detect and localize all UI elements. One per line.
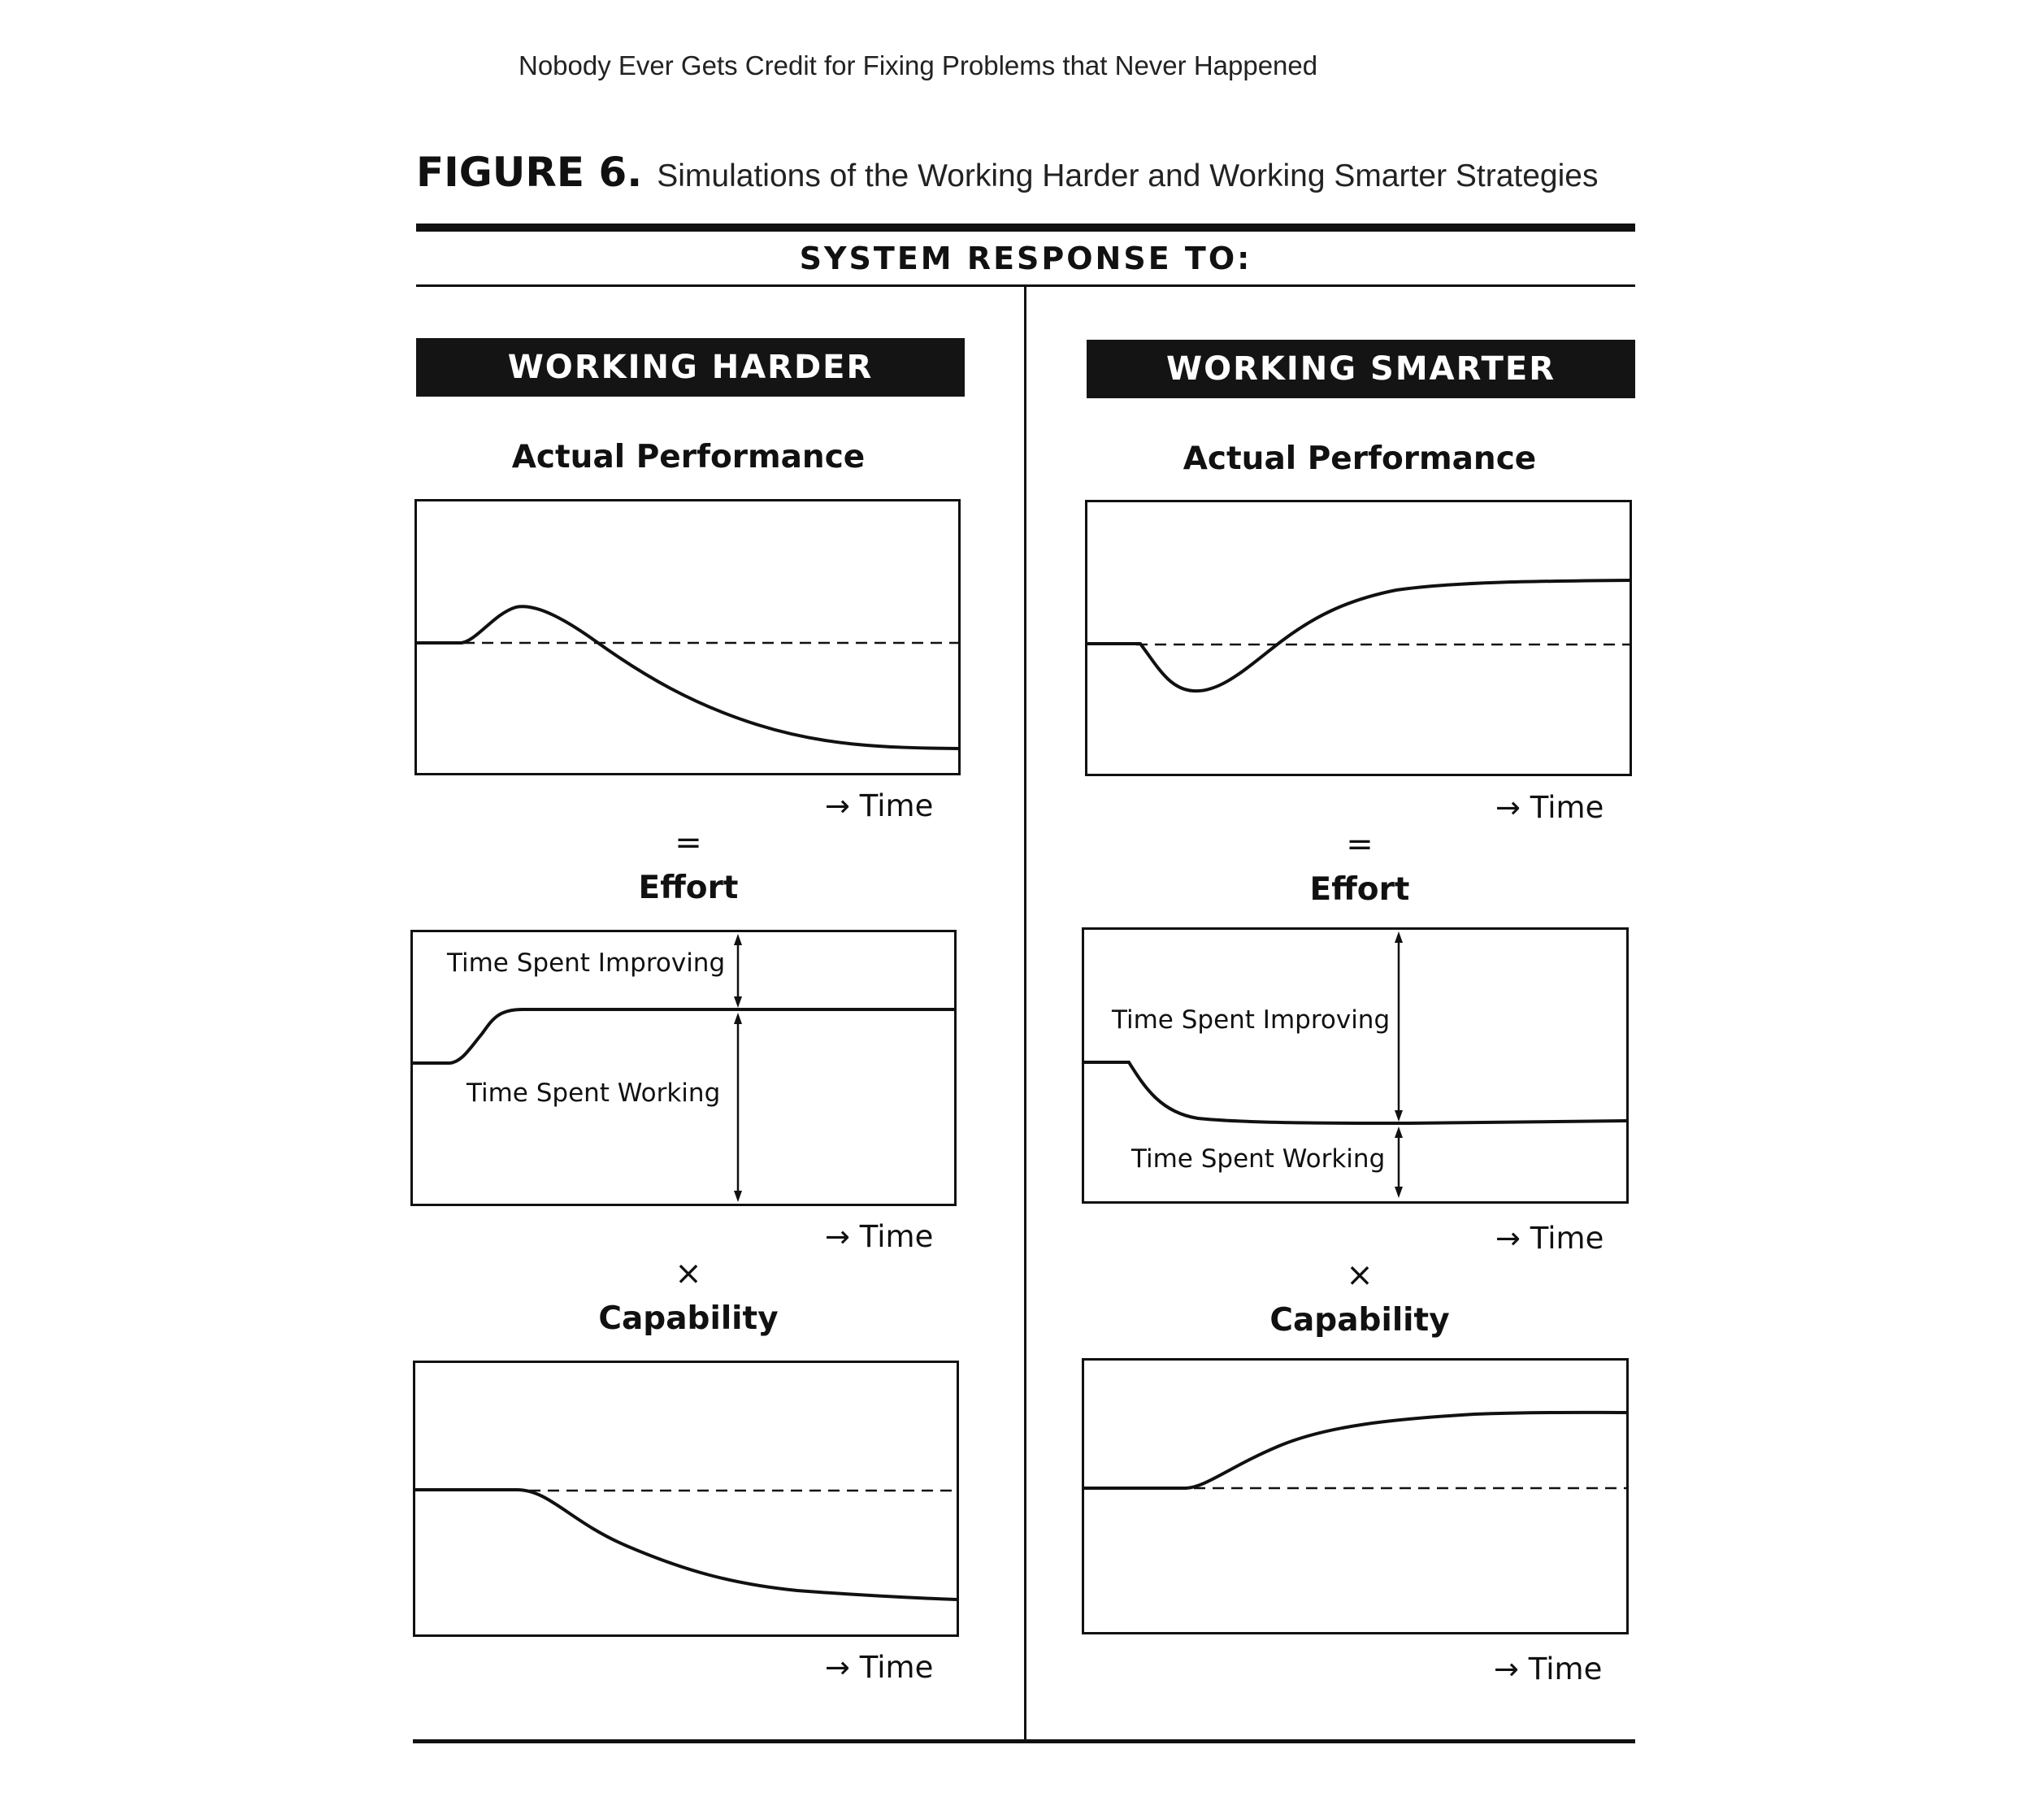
smarter-performance-title: Actual Performance — [1183, 441, 1537, 477]
performance-curve — [1087, 580, 1630, 691]
harder-time-improving-label: Time Spent Improving — [447, 948, 726, 978]
harder-effort-time-axis — [825, 1219, 933, 1254]
system-response-heading: SYSTEM RESPONSE TO: — [799, 241, 1252, 276]
equals-operator: = — [1346, 826, 1374, 863]
harder-performance-plot — [414, 499, 961, 775]
harder-performance-title: Actual Performance — [511, 439, 866, 475]
arrowhead-up-icon — [1395, 931, 1403, 943]
time-axis-label: Time — [859, 1219, 934, 1254]
arrow-right-icon: → — [1495, 1221, 1521, 1256]
smarter-time-improving-label: Time Spent Improving — [1112, 1005, 1391, 1035]
arrowhead-up-icon — [734, 934, 742, 945]
arrow-right-icon: → — [1495, 790, 1521, 825]
arrowhead-down-icon — [1395, 1187, 1403, 1198]
working-smarter-header: WORKING SMARTER — [1087, 340, 1635, 398]
smarter-performance-plot — [1085, 500, 1632, 776]
time-axis-label: Time — [1528, 1652, 1603, 1686]
smarter-time-working-label: Time Spent Working — [1131, 1144, 1386, 1174]
smarter-effort-plot — [1082, 927, 1629, 1204]
effort-curve — [413, 1009, 954, 1063]
arrowhead-up-icon — [1395, 1126, 1403, 1138]
working-harder-header: WORKING HARDER — [416, 338, 965, 397]
running-head: Nobody Ever Gets Credit for Fixing Problems that Never Happened — [519, 50, 1318, 80]
harder-effort-plot — [410, 930, 957, 1206]
harder-capability-time-axis — [825, 1650, 933, 1685]
arrow-right-icon: → — [825, 1650, 851, 1685]
capability-curve — [415, 1490, 957, 1599]
column-divider — [1024, 286, 1026, 1741]
harder-capability-title: Capability — [598, 1300, 779, 1337]
effort-curve — [1084, 1062, 1626, 1123]
time-axis-label: Time — [859, 788, 934, 823]
time-axis-label: Time — [1530, 1221, 1604, 1256]
arrow-right-icon: → — [825, 788, 851, 823]
arrow-right-icon: → — [825, 1219, 851, 1254]
bottom-rule — [413, 1739, 1635, 1743]
smarter-capability-time-axis — [1494, 1652, 1602, 1686]
harder-performance-time-axis — [825, 788, 933, 823]
smarter-effort-time-axis — [1495, 1221, 1604, 1256]
harder-effort-title: Effort — [638, 870, 739, 906]
figure-label: FIGURE 6. — [416, 149, 643, 196]
arrow-right-icon: → — [1494, 1652, 1520, 1686]
time-axis-label: Time — [859, 1650, 934, 1685]
times-operator: × — [675, 1255, 702, 1292]
smarter-capability-plot — [1082, 1358, 1629, 1634]
arrowhead-up-icon — [734, 1013, 742, 1024]
figure-caption: Simulations of the Working Harder and Working Smarter Strategies — [657, 158, 1599, 193]
harder-capability-plot — [413, 1361, 959, 1637]
smarter-performance-time-axis — [1495, 790, 1604, 825]
arrowhead-down-icon — [734, 996, 742, 1008]
equals-operator: = — [675, 824, 702, 862]
top-rule — [416, 224, 1635, 232]
times-operator: × — [1346, 1257, 1374, 1294]
harder-time-working-label: Time Spent Working — [467, 1079, 721, 1108]
performance-curve — [417, 606, 958, 749]
smarter-effort-title: Effort — [1309, 871, 1410, 908]
figure-title — [416, 149, 1598, 196]
capability-curve — [1084, 1413, 1626, 1488]
arrowhead-down-icon — [734, 1191, 742, 1202]
smarter-capability-title: Capability — [1269, 1302, 1450, 1339]
arrowhead-down-icon — [1395, 1110, 1403, 1122]
time-axis-label: Time — [1530, 790, 1604, 825]
